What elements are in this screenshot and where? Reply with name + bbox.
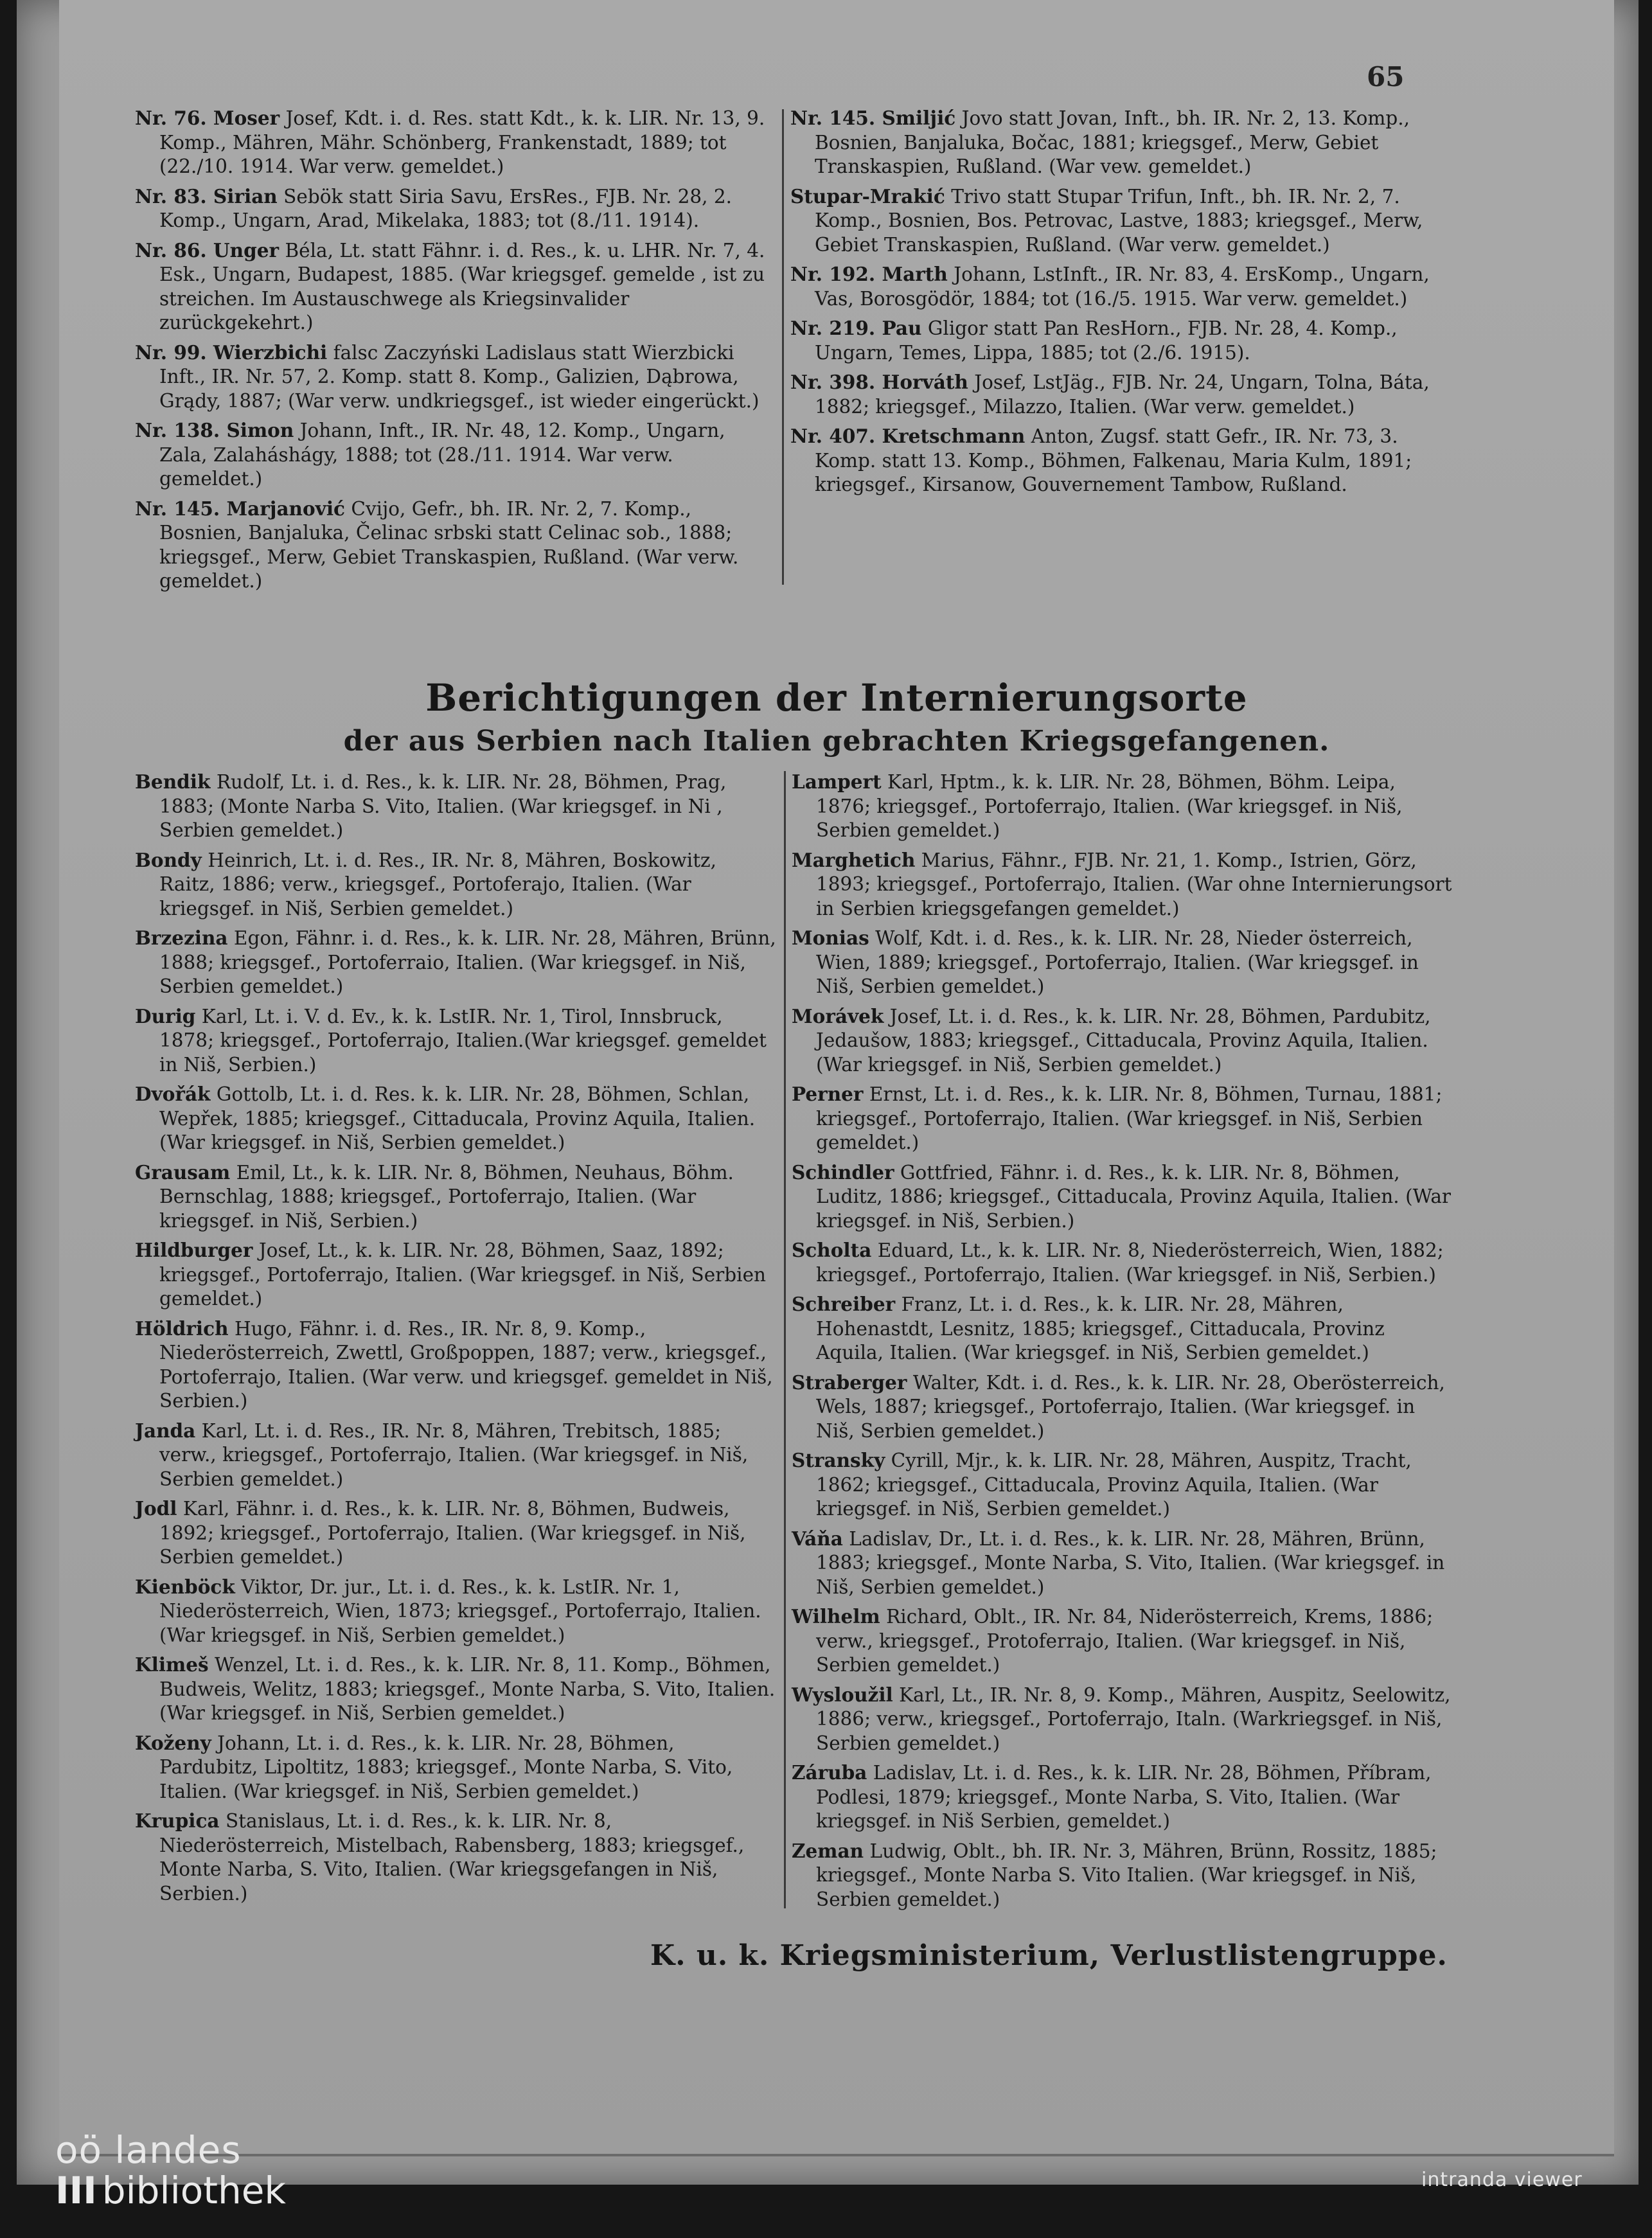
library-logo	[55, 2128, 286, 2212]
section-title: Berichtigungen der Internierungsorte	[425, 676, 1248, 720]
entry-name: Záruba	[792, 1761, 867, 1784]
list-entry	[135, 238, 777, 335]
entry-text: Richard, Oblt., IR. Nr. 84, Niderösterreich, Krems, 1886; verw., kriegsgef., Protoferrajo, Italien. (War kriegsgef. in Niš, Serbien gemeldet.)	[816, 1606, 1434, 1676]
entry-name: Stupar-Mrakić	[790, 184, 945, 208]
entry-text: Josef, Lt., k. k. LIR. Nr. 28, Böhmen, Saaz, 1892; kriegsgef., Portoferrajo, Italien. (War kriegsgef. in Niš, Serbien gemeldet.)	[159, 1239, 767, 1310]
entry-name: Jodl	[135, 1497, 177, 1520]
logo-bars-icon: III	[55, 2169, 97, 2212]
entry-text: Johann, LstInft., IR. Nr. 83, 4. ErsKomp., Ungarn, Vas, Borosgödör, 1884; tot (16./5. 1915. War verw. gemeldet.)	[815, 263, 1430, 310]
entry-name: Durig	[135, 1004, 196, 1027]
logo-line-2-text: bibliothek	[102, 2169, 286, 2212]
entry-text: Johann, Inft., IR. Nr. 48, 12. Komp., Ungarn, Zala, Zalaháshágy, 1888; tot (28./11. 1914. War verw. gemeldet.)	[159, 420, 725, 490]
entry-text: Cyrill, Mjr., k. k. LIR. Nr. 28, Mähren, Auspitz, Tracht, 1862; kriegsgef., Cittaducala, Provinz Aquila, Italien. (War kriegsgef. in Niš, Serbien gemeldet.)	[816, 1450, 1412, 1520]
list-entry	[792, 770, 1453, 843]
entry-text: Egon, Fähnr. i. d. Res., k. k. LIR. Nr. 28, Mähren, Brünn, 1888; kriegsgef., Portoferraio, Italien. (War kriegsgef. in Niš, Serbien gemeldet.)	[159, 927, 776, 997]
list-entry	[790, 370, 1452, 419]
entry-text: Karl, Hptm., k. k. LIR. Nr. 28, Böhmen, Böhm. Leipa, 1876; kriegsgef., Portoferrajo, Italien. (War kriegsgef. in Niš, Serbien gemeldet.)	[816, 771, 1403, 841]
entry-name: Nr. 145. Smiljić	[790, 107, 956, 129]
entry-name: Wysloužil	[792, 1683, 893, 1706]
entry-name: Janda	[135, 1419, 196, 1442]
entry-name: Brzezina	[135, 927, 228, 949]
signature-line: K. u. k. Kriegsministerium, Verlustlistengruppe.	[650, 1939, 1448, 1972]
list-entry	[135, 497, 777, 594]
entry-name: Dvořák	[135, 1083, 211, 1105]
list-entry	[135, 1496, 777, 1570]
list-entry	[792, 1604, 1453, 1678]
list-entry	[135, 184, 777, 233]
column-divider-bottom	[784, 771, 786, 1908]
entry-name: Nr. 407. Kretschmann	[790, 425, 1026, 447]
list-entry	[135, 106, 777, 179]
entry-name: Hildburger	[135, 1239, 253, 1261]
list-entry	[792, 1839, 1453, 1912]
list-entry	[135, 848, 777, 921]
entry-text: Sebök statt Siria Savu, ErsRes., FJB. Nr. 28, 2. Komp., Ungarn, Arad, Mikelaka, 1883; tot (8./11. 1914).	[159, 185, 733, 231]
list-entry	[790, 106, 1452, 179]
top-right-column	[790, 106, 1452, 502]
column-divider-top	[782, 109, 784, 585]
entry-name: Straberger	[792, 1371, 907, 1394]
entry-text: Karl, Lt. i. d. Res., IR. Nr. 8, Mähren, Trebitsch, 1885; verw., kriegsgef., Portoferrajo, Italien. (War kriegsgef. in Niš, Serbien gemeldet.)	[159, 1419, 749, 1490]
entry-name: Zeman	[792, 1839, 864, 1862]
list-entry	[792, 1527, 1453, 1600]
list-entry	[135, 1575, 777, 1648]
entry-name: Nr. 219. Pau	[790, 317, 922, 339]
list-entry	[792, 848, 1453, 921]
list-entry	[792, 1238, 1453, 1287]
scanned-page-area	[17, 0, 1639, 2185]
entry-text: Marius, Fähnr., FJB. Nr. 21, 1. Komp., Istrien, Görz, 1893; kriegsgef., Portoferrajo, Italien. (War ohne Internierungsort in Serbien kriegsgefangen gemeldet.)	[816, 849, 1452, 919]
entry-text: Ludwig, Oblt., bh. IR. Nr. 3, Mähren, Brünn, Rossitz, 1885; kriegsgef., Monte Narba S. Vito Italien. (War kriegsgef. in Niš, Serbien gemeldet.)	[816, 1840, 1437, 1910]
entry-name: Grausam	[135, 1160, 231, 1184]
list-entry	[135, 1160, 777, 1234]
entry-name: Höldrich	[135, 1317, 229, 1340]
bottom-left-column	[135, 770, 777, 1911]
list-entry	[135, 1238, 777, 1311]
entry-name: Schindler	[792, 1160, 894, 1184]
entry-text: Gottfried, Fähnr. i. d. Res., k. k. LIR. Nr. 8, Böhmen, Luditz, 1886; kriegsgef., Cittaducala, Provinz Aquila, Italien. (War kriegsgef. in Niš, Serbien.)	[816, 1161, 1452, 1232]
list-entry	[792, 1761, 1453, 1834]
entry-text: Emil, Lt., k. k. LIR. Nr. 8, Böhmen, Neuhaus, Böhm. Bernschlag, 1888; kriegsgef., Portoferrajo, Italien. (War kriegsgef. in Niš, Serbien.)	[159, 1161, 734, 1232]
entry-name: Morávek	[792, 1004, 884, 1027]
list-entry	[135, 926, 777, 999]
entry-text: Viktor, Dr. jur., Lt. i. d. Res., k. k. LstIR. Nr. 1, Niederösterreich, Wien, 1873; kriegsgef., Portoferrajo, Italien. (War kriegsgef. in Niš, Serbien gemeldet.)	[159, 1576, 761, 1646]
entry-text: Wenzel, Lt. i. d. Res., k. k. LIR. Nr. 8, 11. Komp., Böhmen, Budweis, Welitz, 1883; kriegsgef., Monte Narba, S. Vito, Italien. (War kriegsgef. in Niš, Serbien gemeldet.)	[159, 1654, 776, 1724]
list-entry	[135, 1082, 777, 1155]
entry-text: Johann, Lt. i. d. Res., k. k. LIR. Nr. 28, Böhmen, Pardubitz, Lipoltitz, 1883; kriegsgef., Monte Narba, S. Vito, Italien. (War kriegsgef. in Niš, Serbien gemeldet.)	[159, 1732, 733, 1802]
list-entry	[135, 1731, 777, 1804]
entry-name: Nr. 99. Wierzbichi	[135, 341, 328, 364]
list-entry	[790, 184, 1452, 258]
list-entry	[792, 1160, 1453, 1234]
logo-line-2	[55, 2169, 286, 2212]
entry-text: Trivo statt Stupar Trifun, Inft., bh. IR. Nr. 2, 7. Komp., Bosnien, Bos. Petrovac, Lastve, 1883; kriegsgef., Merw, Gebiet Transkaspien, Rußland. (War verw. gemeldet.)	[815, 185, 1423, 256]
entry-name: Lampert	[792, 770, 882, 793]
entry-name: Bondy	[135, 848, 202, 871]
top-left-column	[135, 106, 777, 599]
entry-text: Ladislav, Dr., Lt. i. d. Res., k. k. LIR. Nr. 28, Mähren, Brünn, 1883; kriegsgef., Monte Narba, S. Vito, Italien. (War kriegsgef. in Niš, Serbien gemeldet.)	[816, 1527, 1445, 1598]
list-entry	[135, 1809, 777, 1906]
entry-text: Anton, Zugsf. statt Gefr., IR. Nr. 73, 3. Komp. statt 13. Komp., Böhmen, Falkenau, Maria Kulm, 1891; kriegsgef., Kirsanow, Gouvernement Tambow, Rußland.	[815, 425, 1412, 495]
entry-name: Krupica	[135, 1809, 220, 1832]
page-number: 65	[1367, 61, 1405, 93]
list-entry	[790, 316, 1452, 365]
entry-name: Perner	[792, 1083, 864, 1105]
list-entry	[135, 1317, 777, 1414]
entry-name: Monias	[792, 927, 869, 949]
entry-text: Ladislav, Lt. i. d. Res., k. k. LIR. Nr. 28, Böhmen, Příbram, Podlesi, 1879; kriegsgef., Monte Narba, S. Vito, Italien. (War kriegsgef. in Niš Serbien, gemeldet.)	[816, 1762, 1432, 1832]
entry-text: Wolf, Kdt. i. d. Res., k. k. LIR. Nr. 28, Nieder österreich, Wien, 1889; kriegsgef., Portoferrajo, Italien. (War kriegsgef. in Niš, Serbien gemeldet.)	[816, 927, 1419, 997]
list-entry	[792, 1371, 1453, 1444]
entry-text: Josef, Lt. i. d. Res., k. k. LIR. Nr. 28, Böhmen, Pardubitz, Jedaušow, 1883; kriegsgef., Cittaducala, Provinz Aquila, Italien. (War kriegsgef. in Niš, Serbien gemeldet.)	[816, 1005, 1431, 1076]
list-entry	[792, 926, 1453, 999]
entry-text: Cvijo, Gefr., bh. IR. Nr. 2, 7. Komp., Bosnien, Banjaluka, Čelinac srbski statt Celinac sob., 1888; kriegsgef., Merw, Gebiet Transkaspien, Rußland. (War verw. gemeldet.)	[159, 497, 739, 592]
entry-text: Hugo, Fähnr. i. d. Res., IR. Nr. 8, 9. Komp., Niederösterreich, Zwettl, Großpoppen, 1887; verw., kriegsgef., Portoferrajo, Italien. (War verw. und kriegsgef. gemeldet in Niš, Serbien.)	[159, 1317, 773, 1412]
list-entry	[135, 341, 777, 414]
list-entry	[135, 770, 777, 843]
list-entry	[792, 1448, 1453, 1522]
entry-text: Karl, Lt. i. V. d. Ev., k. k. LstIR. Nr. 1, Tirol, Innsbruck, 1878; kriegsgef., Portoferrajo, Italien.(War kriegsgef. gemeldet in Niš, Serbien.)	[159, 1005, 767, 1076]
entry-name: Nr. 192. Marth	[790, 263, 948, 285]
entry-text: Ernst, Lt. i. d. Res., k. k. LIR. Nr. 8, Böhmen, Turnau, 1881; kriegsgef., Portoferrajo, Italien. (War kriegsgef. in Niš, Serbien gemeldet.)	[816, 1083, 1443, 1153]
entry-name: Klimeš	[135, 1653, 209, 1676]
section-subtitle: der aus Serbien nach Italien gebrachten Kriegsgefangenen.	[343, 725, 1330, 758]
entry-text: falsc Zaczyński Ladislaus statt Wierzbicki Inft., IR. Nr. 57, 2. Komp. statt 8. Komp., Galizien, Dąbrowa, Grądy, 1887; (War verw. undkriegsgef., ist wieder eingerückt.)	[159, 341, 759, 412]
entry-text: Rudolf, Lt. i. d. Res., k. k. LIR. Nr. 28, Böhmen, Prag, 1883; (Monte Narba S. Vito, Italien. (War kriegsgef. in Ni , Serbien gemeldet.)	[159, 771, 727, 841]
entry-name: Marghetich	[792, 848, 916, 871]
entry-text: Karl, Fähnr. i. d. Res., k. k. LIR. Nr. 8, Böhmen, Budweis, 1892; kriegsgef., Portoferrajo, Italien. (War kriegsgef. in Niš, Serbien gemeldet.)	[159, 1498, 746, 1568]
entry-name: Wilhelm	[792, 1605, 880, 1628]
list-entry	[790, 424, 1452, 497]
entry-text: Gottolb, Lt. i. d. Res. k. k. LIR. Nr. 28, Böhmen, Schlan, Wepřek, 1885; kriegsgef., Cittaducala, Provinz Aquila, Italien. (War kriegsgef. in Niš, Serbien gemeldet.)	[159, 1083, 756, 1153]
entry-name: Nr. 83. Sirian	[135, 184, 278, 208]
list-entry	[792, 1004, 1453, 1078]
entry-name: Scholta	[792, 1239, 872, 1261]
list-entry	[135, 1419, 777, 1492]
list-entry	[792, 1683, 1453, 1756]
entry-name: Nr. 145. Marjanović	[135, 497, 345, 520]
entry-name: Nr. 398. Horváth	[790, 371, 968, 393]
entry-text: Stanislaus, Lt. i. d. Res., k. k. LIR. Nr. 8, Niederösterreich, Mistelbach, Rabensberg, 1883; kriegsgef., Monte Narba, S. Vito, Italien. (War kriegsgefangen in Niš, Serbien.)	[159, 1810, 745, 1905]
list-entry	[135, 1004, 777, 1078]
entry-name: Koženy	[135, 1731, 211, 1754]
entry-text: Jovo statt Jovan, Inft., bh. IR. Nr. 2, 13. Komp., Bosnien, Banjaluka, Bočac, 1881; kriegsgef., Merw, Gebiet Transkaspien, Rußland. (War vew. gemeldet.)	[815, 107, 1410, 177]
viewer-label: intranda viewer	[1421, 2169, 1583, 2191]
entry-text: Josef, Kdt. i. d. Res. statt Kdt., k. k. LIR. Nr. 13, 9. Komp., Mähren, Mähr. Schönberg, Frankenstadt, 1889; tot (22./10. 1914. War verw. gemeldet.)	[159, 107, 765, 177]
entry-name: Bendik	[135, 770, 211, 793]
entry-name: Stransky	[792, 1449, 885, 1471]
document-page	[59, 0, 1614, 2156]
list-entry	[790, 262, 1452, 311]
entry-text: Eduard, Lt., k. k. LIR. Nr. 8, Niederösterreich, Wien, 1882; kriegsgef., Portoferrajo, Italien. (War kriegsgef. in Niš, Serbien.)	[816, 1239, 1444, 1286]
entry-name: Nr. 86. Unger	[135, 238, 280, 262]
entry-text: Béla, Lt. statt Fähnr. i. d. Res., k. u. LHR. Nr. 7, 4. Esk., Ungarn, Budapest, 1885. (War kriegsgef. gemelde , ist zu streichen. Im Austauschwege als Kriegsinvalider zurückgekehrt.)	[159, 239, 765, 333]
entry-text: Heinrich, Lt. i. d. Res., IR. Nr. 8, Mähren, Boskowitz, Raitz, 1886; verw., kriegsgef., Portoferajo, Italien. (War kriegsgef. in Niš, Serbien gemeldet.)	[159, 849, 716, 919]
entry-text: Karl, Lt., IR. Nr. 8, 9. Komp., Mähren, Auspitz, Seelowitz, 1886; verw., kriegsgef., Portoferrajo, Italn. (Warkriegsgef. in Niš, Serbien gemeldet.)	[816, 1683, 1451, 1754]
logo-line-1: oö landes	[55, 2128, 242, 2172]
entry-name: Nr. 76. Moser	[135, 107, 280, 129]
entry-name: Kienböck	[135, 1575, 235, 1598]
bottom-right-column	[792, 770, 1453, 1917]
list-entry	[135, 418, 777, 492]
list-entry	[135, 1653, 777, 1726]
entry-text: Franz, Lt. i. d. Res., k. k. LIR. Nr. 28, Mähren, Hohenastdt, Lesnitz, 1885; kriegsgef., Cittaducala, Provinz Aquila, Italien. (War kriegsgef. in Niš, Serbien gemeldet.)	[816, 1293, 1385, 1363]
list-entry	[792, 1082, 1453, 1155]
entry-text: Walter, Kdt. i. d. Res., k. k. LIR. Nr. 28, Oberösterreich, Wels, 1887; kriegsgef., Portoferrajo, Italien. (War kriegsgef. in Niš, Serbien gemeldet.)	[816, 1371, 1445, 1442]
entry-text: Gligor statt Pan ResHorn., FJB. Nr. 28, 4. Komp., Ungarn, Temes, Lippa, 1885; tot (2./6. 1915).	[815, 317, 1398, 364]
list-entry	[792, 1292, 1453, 1365]
entry-text: Josef, LstJäg., FJB. Nr. 24, Ungarn, Tolna, Báta, 1882; kriegsgef., Milazzo, Italien. (War verw. gemeldet.)	[815, 371, 1430, 418]
entry-name: Nr. 138. Simon	[135, 419, 294, 441]
entry-name: Váňa	[792, 1527, 843, 1550]
entry-name: Schreiber	[792, 1293, 896, 1315]
